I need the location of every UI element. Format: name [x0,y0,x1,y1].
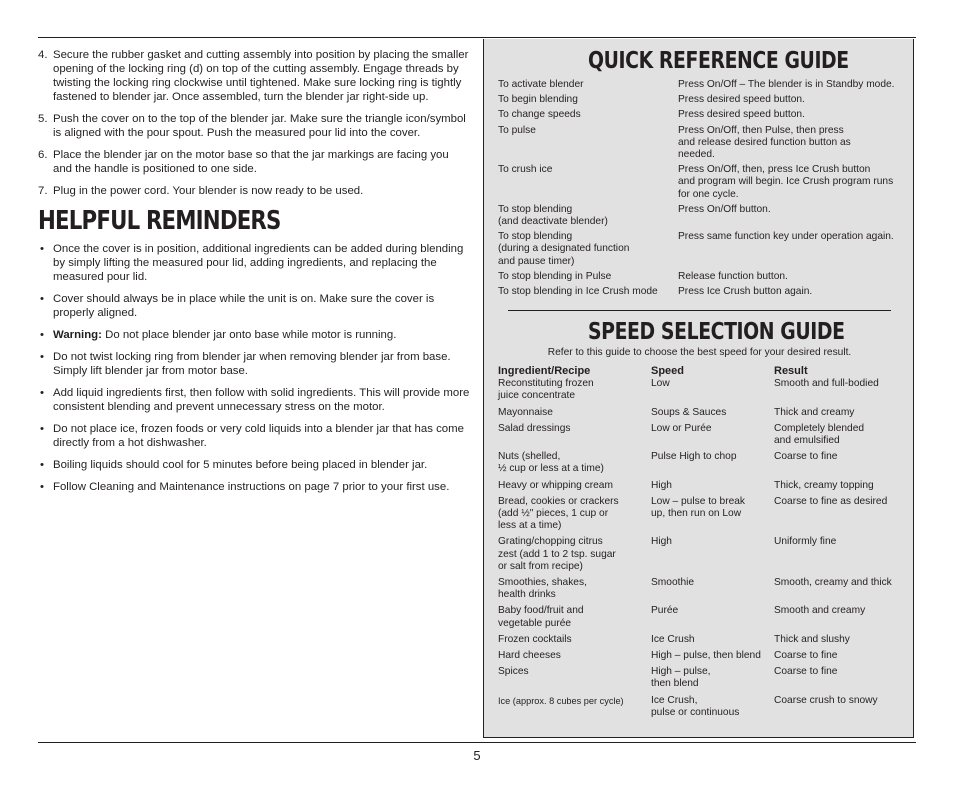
result-cell: Coarse to fine [774,650,838,662]
table-row [498,109,918,121]
reminder-item [38,242,470,284]
bullet-icon: • [40,329,44,341]
step-number: 4. [38,49,48,61]
ingredient-cell: Bread, cookies or crackers (add ½" pieces, 1 cup or less at a time) [498,495,619,532]
bullet-icon: • [40,351,44,363]
column-header: Ingredient/Recipe [498,365,591,377]
table-row [498,423,918,447]
table-row [498,451,918,475]
instruction-cell: Press On/Off, then Pulse, then press and release desired function button as needed. [678,124,851,161]
table-row [498,695,918,719]
step-item [38,148,470,176]
action-cell: To stop blending in Ice Crush mode [498,286,658,298]
reminder-text: Follow Cleaning and Maintenance instructions on page 7 prior to your first use. [53,481,450,493]
assembly-steps [38,48,470,198]
step-text: Plug in the power cord. Your blender is now ready to be used. [53,185,364,197]
bullet-icon: • [40,459,44,471]
speed-cell: Ice Crush, pulse or continuous [651,694,740,718]
quick-reference-heading: QUICK REFERENCE GUIDE [588,48,849,74]
section-divider [508,310,891,311]
speed-cell: High – pulse, then blend [651,666,711,690]
table-row [498,666,918,690]
instruction-cell: Press On/Off button. [678,203,771,215]
table-row [498,496,918,533]
bullet-icon: • [40,481,44,493]
ingredient-cell: Reconstituting frozen juice concentrate [498,378,594,402]
table-row [498,605,918,629]
bullet-icon: • [40,387,44,399]
speed-cell: Purée [651,605,679,617]
instruction-cell: Press same function key under operation again. [678,231,894,243]
table-row [498,271,918,283]
reminder-item [38,422,470,450]
step-number: 6. [38,149,48,161]
result-cell: Smooth and full-bodied [774,378,879,390]
instruction-cell: Press desired speed button. [678,94,805,106]
action-cell: To begin blending [498,94,578,106]
step-item [38,184,470,198]
result-cell: Coarse crush to snowy [774,694,878,706]
step-item [38,112,470,140]
speed-cell: Low – pulse to break up, then run on Low [651,495,746,520]
table-row [498,480,918,492]
instruction-cell: Press On/Off, then, press Ice Crush button and program will begin. Ice Crush program runs for one cycle. [678,164,894,200]
table-header-row [498,365,918,377]
ingredient-cell: Frozen cocktails [498,633,572,645]
speed-guide-intro: Refer to this guide to choose the best speed for your desired result. [547,347,852,358]
speed-cell: Pulse High to chop [651,451,737,463]
instruction-cell: Press desired speed button. [678,109,805,121]
step-text: Secure the rubber gasket and cutting assembly into position by placing the smaller opening of the locking ring (d) on top of the cutting assembly. Engage threads by twisting the locking ring clockwise until tightened. Make sure locking ring is tightly fastened to blender jar. Once assembled, turn the blender jar right-side up. [53,49,469,103]
table-row [498,204,918,228]
reminder-item [38,480,470,494]
column-header: Result [774,365,808,377]
action-cell: To pulse [498,124,536,136]
step-item [38,48,470,104]
reminder-text: Do not place blender jar onto base while motor is running. [101,329,397,341]
ingredient-cell: Grating/chopping citrus zest (add 1 to 2 tsp. sugar or salt from recipe) [498,536,616,572]
result-cell: Coarse to fine as desired [774,495,888,507]
ingredient-cell: Heavy or whipping cream [498,479,613,491]
top-rule [38,37,916,38]
result-cell: Thick, creamy topping [774,479,874,491]
step-number: 5. [38,113,48,125]
step-number: 7. [38,185,48,197]
reminder-text: Do not twist locking ring from blender jar when removing blender jar from base. Simply lift blender jar from motor base. [53,351,451,377]
table-row [498,286,918,298]
table-row [498,536,918,573]
table-row [498,407,918,419]
action-cell: To crush ice [498,164,553,176]
action-cell: To stop blending in Pulse [498,270,612,282]
bullet-icon: • [40,293,44,305]
bottom-rule [38,742,916,743]
table-row [498,79,918,91]
speed-cell: Low [651,378,670,390]
action-cell: To change speeds [498,109,581,121]
ingredient-cell: Spices [498,666,529,678]
table-row [498,650,918,662]
speed-cell: Low or Purée [651,422,712,434]
table-row [498,164,918,201]
reminder-item [38,328,470,342]
ingredient-cell: Ice (approx. 8 cubes per cycle) [498,695,624,706]
reminder-text: Add liquid ingredients first, then follow with solid ingredients. This will provide more consistent blending and prevent unnecessary stress on the motor. [53,387,470,413]
table-row [498,231,918,268]
speed-selection-heading: SPEED SELECTION GUIDE [588,319,845,345]
bullet-icon: • [40,423,44,435]
instruction-cell: Press Ice Crush button again. [678,286,813,298]
ingredient-cell: Salad dressings [498,422,571,434]
instruction-cell: Press On/Off – The blender is in Standby mode. [678,79,895,90]
ingredient-cell: Baby food/fruit and vegetable purée [498,605,584,629]
speed-selection-table [498,365,918,723]
table-row [498,378,918,402]
result-cell: Smooth, creamy and thick [774,577,892,589]
reminder-text: Do not place ice, frozen foods or very cold liquids into a blender jar that has come directly from a hot dishwasher. [53,423,464,449]
left-column [38,48,470,502]
speed-cell: Smoothie [651,577,695,589]
reminder-text: Boiling liquids should cool for 5 minutes before being placed in blender jar. [53,459,428,471]
action-cell: To stop blending (and deactivate blender) [498,203,608,228]
helpful-reminders-heading: HELPFUL REMINDERS [38,206,281,236]
table-row [498,577,918,601]
result-cell: Smooth and creamy [774,605,866,617]
result-cell: Thick and creamy [774,406,855,418]
reminder-item [38,386,470,414]
ingredient-cell: Nuts (shelled, ½ cup or less at a time) [498,451,604,475]
step-text: Push the cover on to the top of the blender jar. Make sure the triangle icon/symbol is aligned with the pour spout. Push the measured pour lid into the cover. [53,113,466,139]
bullet-icon: • [40,243,44,255]
result-cell: Completely blended and emulsified [774,422,865,447]
ingredient-cell: Hard cheeses [498,650,561,662]
speed-cell: Ice Crush [651,633,695,645]
instruction-cell: Release function button. [678,270,788,282]
result-cell: Thick and slushy [774,633,850,645]
reference-panel [483,39,914,738]
speed-cell: High [651,479,672,491]
speed-cell: Soups & Sauces [651,406,727,418]
reminder-bold: Warning: [53,329,102,341]
reminder-item [38,458,470,472]
result-cell: Coarse to fine [774,666,838,678]
action-cell: To stop blending (during a designated function and pause timer) [498,231,630,267]
quick-reference-table [498,79,918,301]
action-cell: To activate blender [498,79,584,90]
reminder-text: Cover should always be in place while the unit is on. Make sure the cover is properly aligned. [53,293,435,319]
step-text: Place the blender jar on the motor base so that the jar markings are facing you and the handle is positioned to one side. [53,149,449,175]
reminder-item [38,350,470,378]
result-cell: Uniformly fine [774,536,837,548]
reminder-item [38,292,470,320]
ingredient-cell: Mayonnaise [498,406,553,418]
page-number: 5 [473,748,481,763]
table-row [498,94,918,106]
reminder-text: Once the cover is in position, additional ingredients can be added during blending by simply lifting the measured pour lid, adding ingredients, and replacing the measured pour lid. [53,243,464,283]
table-row [498,125,918,162]
speed-cell: High [651,536,672,548]
speed-cell: High – pulse, then blend [651,650,761,662]
column-header: Speed [651,365,685,377]
reminders-list [38,242,470,494]
ingredient-cell: Smoothies, shakes, health drinks [498,577,587,601]
result-cell: Coarse to fine [774,451,838,463]
table-row [498,634,918,646]
